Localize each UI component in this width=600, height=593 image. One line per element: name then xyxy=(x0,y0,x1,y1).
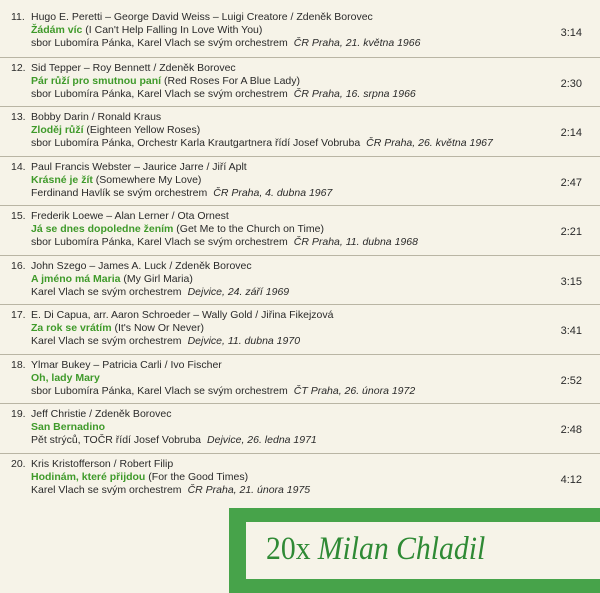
track-authors: E. Di Capua, arr. Aaron Schroeder – Wally Gold / Jiřina Fikejzová xyxy=(31,309,334,321)
track-title-czech: Krásné je žít xyxy=(31,173,93,186)
track-performers-line xyxy=(31,385,415,398)
track-number: 13. xyxy=(11,111,26,123)
track-title-original: (Get Me to the Church on Time) xyxy=(176,223,324,235)
track-recording: Dejvice, 11. dubna 1970 xyxy=(187,335,301,347)
track-title-czech: Já se dnes dopoledne žením xyxy=(31,223,174,235)
tracklist xyxy=(0,7,600,502)
track-performers: Karel Vlach se svým orchestrem xyxy=(31,483,182,496)
track-performers-line xyxy=(31,88,416,101)
track-duration: 2:47 xyxy=(560,176,582,189)
track-row xyxy=(0,453,600,503)
track-performers-line xyxy=(31,236,418,249)
track-title-line xyxy=(31,322,204,335)
track-performers: Karel Vlach se svým orchestrem xyxy=(31,285,182,298)
album-title-prefix: 20x xyxy=(266,531,311,567)
track-performers: Pět strýců, TOČR řídí Josef Vobruba xyxy=(31,434,202,446)
track-duration: 4:12 xyxy=(560,473,582,486)
track-row xyxy=(0,403,600,453)
track-title-line xyxy=(31,421,105,434)
track-title-original: (My Girl Maria) xyxy=(123,272,193,285)
track-authors: Paul Francis Webster – Jaurice Jarre / Jiří Aplt xyxy=(31,160,247,173)
track-performers-line xyxy=(31,335,300,348)
track-recording: ČR Praha, 4. dubna 1967 xyxy=(213,186,333,199)
track-title-original: (Red Roses For A Blue Lady) xyxy=(164,74,300,87)
track-performers-line xyxy=(31,484,310,497)
track-performers: sbor Lubomíra Pánka, Karel Vlach se svým orchestrem xyxy=(31,87,288,100)
track-performers-line xyxy=(31,137,493,150)
track-row xyxy=(0,304,600,354)
track-performers-line xyxy=(31,187,332,200)
track-duration: 2:52 xyxy=(560,374,582,387)
track-title-czech: Za rok se vrátím xyxy=(31,322,112,334)
track-performers: sbor Lubomíra Pánka, Karel Vlach se svým orchestrem xyxy=(31,236,288,248)
track-title-line xyxy=(31,124,200,137)
track-title-czech: A jméno má Maria xyxy=(31,272,121,285)
track-title-line xyxy=(31,174,201,187)
track-authors: Frederik Loewe – Alan Lerner / Ota Ornest xyxy=(31,210,229,222)
track-number: 11. xyxy=(11,11,25,23)
track-number: 15. xyxy=(11,210,26,222)
track-authors: John Szego – James A. Luck / Zdeněk Borovec xyxy=(31,259,252,272)
track-performers: sbor Lubomíra Pánka, Karel Vlach se svým orchestrem xyxy=(31,37,288,49)
track-duration: 2:21 xyxy=(560,226,582,238)
track-performers-line xyxy=(31,434,317,447)
track-row xyxy=(0,255,600,305)
track-title-czech: Hodinám, které přijdou xyxy=(31,470,146,483)
track-recording: ČR Praha, 21. února 1975 xyxy=(187,483,311,496)
track-title-line xyxy=(31,24,262,37)
track-row xyxy=(0,156,600,206)
track-duration: 3:14 xyxy=(560,27,582,39)
track-authors: Bobby Darin / Ronald Kraus xyxy=(31,111,162,123)
track-title-original: (I Can't Help Falling In Love With You) xyxy=(85,24,263,36)
track-number: 18. xyxy=(11,358,26,371)
track-recording: ČR Praha, 26. května 1967 xyxy=(366,137,493,149)
track-title-line xyxy=(31,223,324,236)
track-duration: 2:48 xyxy=(560,424,582,436)
track-authors: Jeff Christie / Zdeněk Borovec xyxy=(31,408,172,420)
track-number: 16. xyxy=(11,259,26,272)
track-performers: sbor Lubomíra Pánka, Orchestr Karla Krautgartnera řídí Josef Vobruba xyxy=(31,137,361,149)
track-row xyxy=(0,205,600,255)
track-number: 14. xyxy=(11,160,26,173)
track-row xyxy=(0,7,600,57)
track-title-line xyxy=(31,471,248,484)
track-duration: 3:15 xyxy=(560,275,582,288)
track-recording: ČR Praha, 16. srpna 1966 xyxy=(293,87,416,100)
banner-panel xyxy=(246,522,600,579)
album-title xyxy=(266,527,485,571)
track-title-original: (It's Now Or Never) xyxy=(114,322,204,334)
track-duration: 2:30 xyxy=(560,77,582,90)
track-authors: Ylmar Bukey – Patricia Carli / Ivo Fischer xyxy=(31,358,222,371)
track-number: 12. xyxy=(11,61,26,74)
track-row xyxy=(0,106,600,156)
track-recording: ČT Praha, 26. února 1972 xyxy=(293,384,416,397)
track-performers: sbor Lubomíra Pánka, Karel Vlach se svým orchestrem xyxy=(31,384,288,397)
track-authors: Hugo E. Peretti – George David Weiss – Luigi Creatore / Zdeněk Borovec xyxy=(31,11,373,23)
track-title-original: (For the Good Times) xyxy=(148,470,249,483)
track-title-czech: San Bernadino xyxy=(31,421,106,433)
track-title-czech: Pár růží pro smutnou paní xyxy=(31,74,162,87)
track-title-original: (Eighteen Yellow Roses) xyxy=(86,124,201,136)
track-recording: ČR Praha, 21. května 1966 xyxy=(293,37,421,49)
track-duration: 2:14 xyxy=(560,127,582,139)
track-recording: Dejvice, 24. září 1969 xyxy=(187,285,290,298)
track-performers-line xyxy=(31,286,289,299)
track-authors: Kris Kristofferson / Robert Filip xyxy=(31,457,174,470)
track-number: 17. xyxy=(11,309,26,321)
track-number: 19. xyxy=(11,408,26,420)
track-performers-line xyxy=(31,37,420,50)
track-authors: Sid Tepper – Roy Bennett / Zdeněk Borovec xyxy=(31,61,236,74)
track-row xyxy=(0,354,600,404)
track-title-line xyxy=(31,75,300,88)
track-title-line xyxy=(31,372,100,385)
album-title-banner xyxy=(229,508,600,593)
track-duration: 3:41 xyxy=(560,325,582,337)
track-recording: ČR Praha, 11. dubna 1968 xyxy=(293,236,418,248)
track-recording: Dejvice, 26. ledna 1971 xyxy=(207,434,317,446)
artist-name: Milan Chladil xyxy=(317,531,486,567)
track-row xyxy=(0,57,600,107)
track-performers: Karel Vlach se svým orchestrem xyxy=(31,335,182,347)
track-title-czech: Žádám víc xyxy=(31,24,83,36)
track-title-czech: Oh, lady Mary xyxy=(31,371,100,384)
track-title-line xyxy=(31,273,193,286)
track-number: 20. xyxy=(11,457,26,470)
track-performers: Ferdinand Havlík se svým orchestrem xyxy=(31,186,208,199)
track-title-original: (Somewhere My Love) xyxy=(95,173,202,186)
track-title-czech: Zloděj růží xyxy=(31,124,84,136)
